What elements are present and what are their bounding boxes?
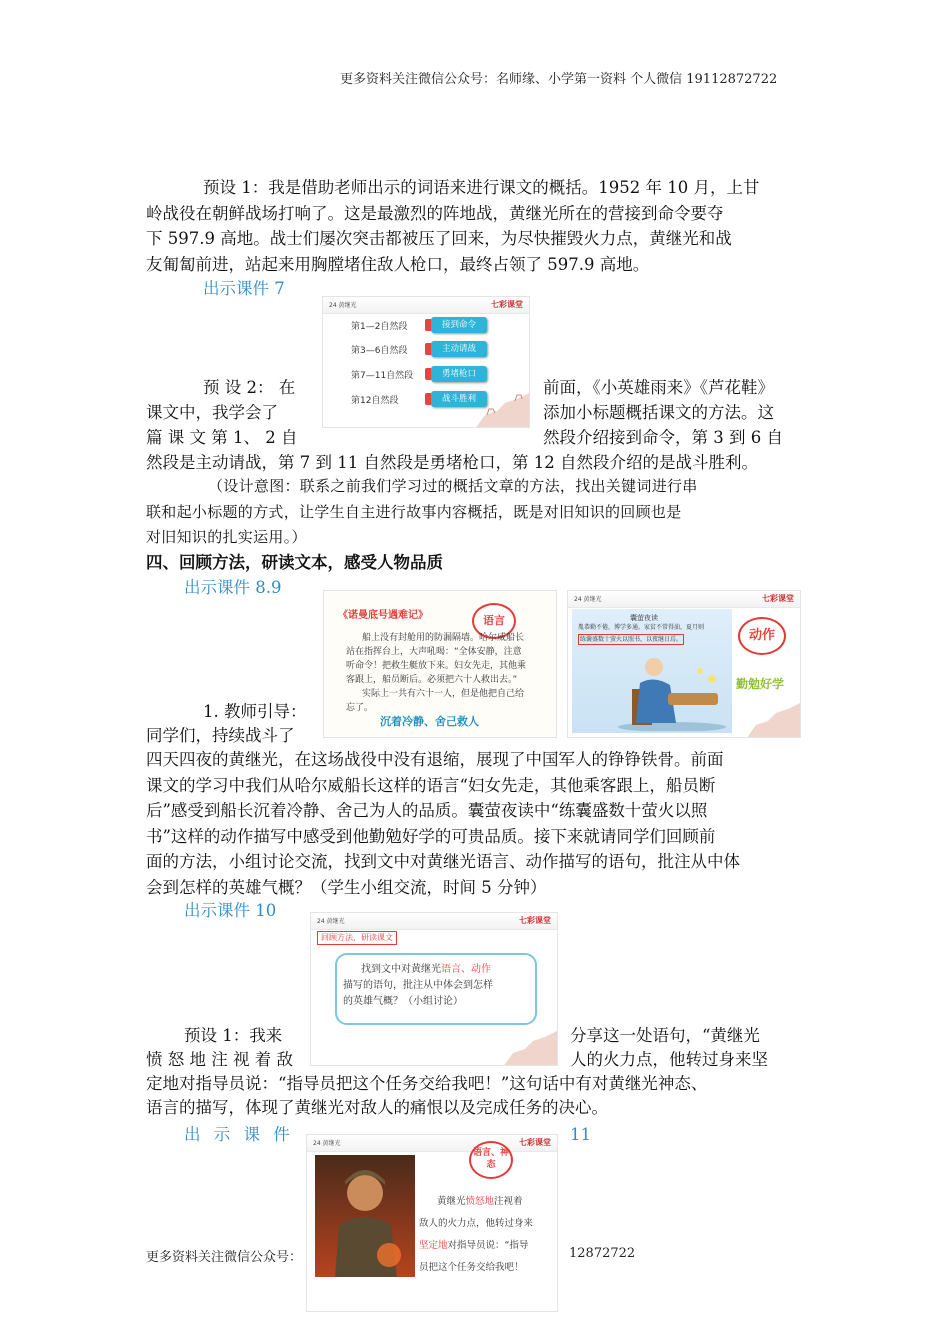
subtitle-tag: 勇堵枪口 [431, 366, 487, 382]
text-line: 客跟上，船员断后。必须把六十人救出去。” [346, 675, 518, 685]
preset1b-line2b: 人的火力点，他转过身来坚 [570, 1050, 768, 1069]
show-slide-8-9-label: 出示课件 8.9 [184, 578, 282, 597]
footer-left: 更多资料关注微信公众号： [146, 1250, 303, 1265]
section-label: 回顾方法，研读课文 [317, 931, 397, 945]
language-bubble: 语言 [472, 603, 516, 639]
design-intent-note [146, 474, 698, 551]
text-line: 实际上一共有六十一人，但是他把自己给 [362, 689, 525, 699]
text-line: 联和起小标题的方式，让学生自主进行故事内容概括，既是对旧知识的回顾也是 [146, 502, 682, 521]
text-line: 听命令！把救生艇放下来。妇女先走，其他乘 [346, 661, 527, 671]
great-wall-decoration [475, 385, 530, 428]
slide-8 [323, 590, 557, 738]
slide-logo: 七彩课堂 [519, 916, 551, 925]
paragraph-range: 第12自然段 [351, 396, 399, 406]
text-line: 对旧知识的扎实运用。） [146, 528, 307, 546]
slide-10 [310, 912, 558, 1066]
slide-lesson: 24 黄继光 [329, 302, 357, 309]
slide-lesson: 24 黄继光 [317, 918, 345, 925]
subtitle-tag: 主动请战 [431, 341, 487, 357]
text-line: 会到怎样的英雄气概？（学生小组交流，时间 5 分钟） [146, 877, 547, 897]
story-text-1: 胤恭勤不倦，博学多通。家贫不常得油，夏月则 [578, 624, 705, 631]
preset2-line2b: 添加小标题概括课文的方法。这 [543, 403, 774, 422]
slide-11 [306, 1134, 558, 1312]
quality-label: 勤勉好学 [736, 677, 785, 691]
quote-line [419, 1239, 528, 1253]
guide-line1: 1. 教师引导： [203, 702, 307, 721]
subtitle-tag: 战斗胜利 [431, 391, 487, 407]
quality-label: 沉着冷静、舍己救人 [380, 715, 479, 728]
preset1b-line3: 定地对指导员说：“指导员把这个任务交给我吧！”这句话中有对黄继光神态、 [146, 1074, 708, 1093]
scholar-illustration [612, 649, 730, 731]
text-line: 面的方法，小组讨论交流，找到文中对黄继光语言、动作描写的语句，批注从中体 [146, 852, 740, 871]
story-illustration [572, 609, 732, 733]
quote-highlight: 愤怒地 [465, 1196, 495, 1207]
page-header: 更多资料关注微信公众号：名师缘、小学第一资料 个人微信 19112872722 [340, 72, 778, 87]
slide-logo: 七彩课堂 [519, 1138, 551, 1147]
task-line-3: 的英雄气概？（小组讨论） [343, 996, 463, 1007]
slide-title: 《诺曼底号遇难记》 [338, 610, 428, 621]
quote-text: 对指导员说：“指导 [447, 1240, 529, 1251]
preset1b-line2a: 愤 怒 地 注 视 着 敌 [146, 1050, 293, 1069]
task-text: 找到文中对黄继光 [361, 964, 441, 975]
task-line-2: 描写的语句，批注从中体会到怎样 [343, 980, 493, 991]
great-wall-decoration [746, 695, 801, 738]
text-line: （设计意图：联系之前我们学习过的概括文章的方法，找出关键词进行串 [208, 477, 698, 495]
soldier-painting [315, 1155, 415, 1277]
text-line: 站在指挥台上，大声吼喝：“全体安静，注意 [346, 647, 522, 657]
paragraph-range: 第7—11自然段 [351, 371, 414, 381]
show-slide-7-label: 出示课件 7 [203, 279, 285, 298]
quote-line [437, 1195, 523, 1209]
slide-logo: 七彩课堂 [491, 300, 523, 309]
footer-right: 12872722 [569, 1246, 636, 1261]
preset2-line3a: 篇 课 文 第 1、 2 自 [146, 428, 298, 447]
slide-lesson: 24 黄继光 [313, 1140, 341, 1147]
story-text-2: 练囊盛数十萤火以照书，以夜继日焉。 [580, 636, 683, 643]
text-line: 岭战役在朝鲜战场打响了。这是最激烈的阵地战，黄继光所在的营接到命令要夺 [146, 203, 724, 223]
show-slide-10-label: 出示课件 10 [184, 901, 277, 920]
slide-logo: 七彩课堂 [762, 594, 794, 603]
quote-highlight: 坚定地 [419, 1240, 448, 1251]
slide-9 [567, 590, 801, 738]
preset2-line1a: 预 设 2： 在 [203, 378, 296, 397]
text-line: 忘了。 [346, 703, 374, 713]
task-highlight: 语言、动作 [441, 964, 491, 975]
action-bubble: 动作 [738, 617, 786, 655]
language-expression-bubble: 语言、神态 [469, 1141, 513, 1179]
preset2-line1b: 前面，《小英雄雨来》《芦花鞋》 [543, 378, 774, 397]
task-box [335, 953, 537, 1025]
task-line-1 [361, 963, 491, 977]
story-title: 囊萤夜读 [630, 614, 658, 622]
text-line: 书”这样的动作描写中感受到他勤勉好学的可贵品质。接下来就请同学们回顾前 [146, 826, 716, 846]
quote-line: 员把这个任务交给我吧！ [419, 1262, 524, 1273]
preset2-line3b: 然段介绍接到命令，第 3 到 6 自 [543, 428, 783, 447]
quote-line: 敌人的火力点，他转过身来 [419, 1218, 534, 1229]
text-line: 友匍匐前进，站起来用胸膛堵住敌人枪口，最终占领了 597.9 高地。 [146, 254, 650, 274]
text-line: 四天四夜的黄继光，在这场战役中没有退缩，展现了中国军人的铮铮铁骨。前面 [146, 750, 724, 769]
great-wall-decoration [503, 1023, 558, 1066]
show-slide-11-label: 出 示 课 件 [184, 1125, 294, 1144]
text-line: 船上没有封舱用的防漏隔墙。哈尔威船长 [362, 633, 525, 643]
text-line: 课文的学习中我们从哈尔威船长这样的语言“妇女先走，其他乘客跟上，船员断 [146, 775, 716, 795]
slide-7 [322, 296, 530, 428]
subtitle-tag: 接到命令 [431, 317, 487, 333]
slide-lesson: 24 黄继光 [574, 596, 602, 603]
text-line: 下 597.9 高地。战士们屡次突击都被压了回来，为尽快摧毁火力点，黄继光和战 [146, 229, 732, 248]
guide-line2: 同学们，持续战斗了 [146, 726, 295, 745]
preset2-line2a: 课文中，我学会了 [146, 403, 278, 422]
preset2-line4: 然段是主动请战，第 7 到 11 自然段是勇堵枪口，第 12 自然段介绍的是战斗胜利。 [146, 453, 758, 472]
guide-paragraph [146, 747, 740, 900]
preset1b-line1b: 分享这一处语句，“黄继光 [570, 1026, 760, 1045]
text-line: 预设 1：我是借助老师出示的词语来进行课文的概括。1952 年 10 月，上甘 [203, 178, 760, 197]
section-heading-4: 四、回顾方法，研读文本，感受人物品质 [146, 553, 443, 572]
preset1b-line1a: 预设 1：我来 [184, 1026, 283, 1045]
show-slide-11-number: 11 [570, 1125, 591, 1144]
preset1b-line4: 语言的描写，体现了黄继光对敌人的痛恨以及完成任务的决心。 [146, 1098, 608, 1117]
paragraph-range: 第1—2自然段 [351, 322, 408, 332]
quote-text: 黄继光 [437, 1196, 466, 1207]
quote-text: 注视着 [494, 1196, 523, 1207]
paragraph-range: 第3—6自然段 [351, 346, 408, 356]
text-line: 后”感受到船长沉着冷静、舍己为人的品质。囊萤夜读中“练囊盛数十萤火以照 [146, 801, 708, 820]
preset1-paragraph [146, 175, 759, 277]
